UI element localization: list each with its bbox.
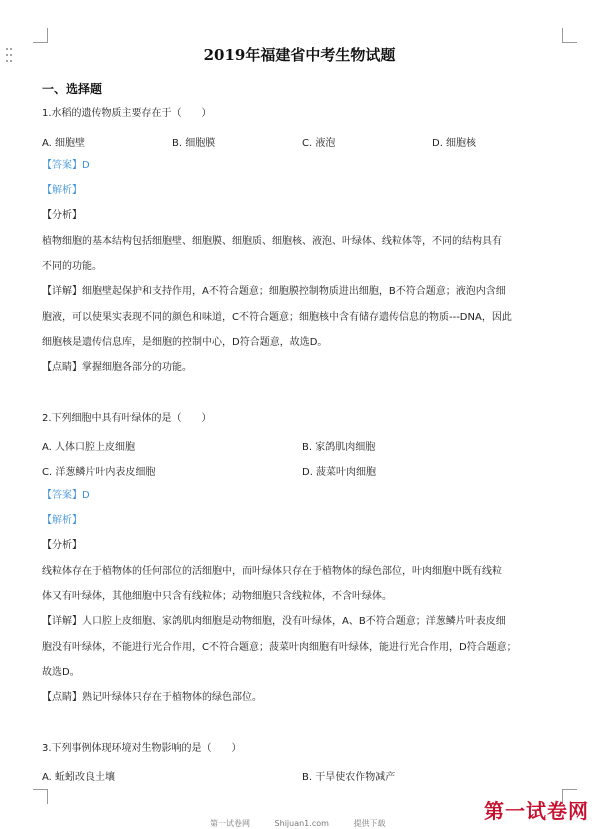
page-corner-mark [562,28,577,43]
q2-detail-line: 【详解】人口腔上皮细胞、家鸽肌肉细胞是动物细胞，没有叶绿体，A、B不符合题意；洋葱鳞片叶表皮细 [42,616,506,627]
q3-option-a: A. 蚯蚓改良土壤 [42,772,116,783]
q1-detail-line: 【详解】细胞壁起保护和支持作用，A不符合题意；细胞膜控制物质进出细胞，B不符合题意；液泡内含细 [42,286,506,297]
q1-jiexi: 【解析】 [42,185,82,196]
q2-analysis-line: 体又有叶绿体，其他细胞中只含有线粒体；动物细胞只含线粒体，不含叶绿体。 [42,591,392,602]
q1-option-c: C. 液泡 [302,138,336,149]
q2-jiexi: 【解析】 [42,515,82,526]
q2-option-d: D. 菠菜叶肉细胞 [302,467,377,478]
q3-option-b: B. 干旱使农作物减产 [302,772,396,783]
q1-fenxi: 【分析】 [42,210,82,221]
q1-option-d: D. 细胞核 [432,138,477,149]
footer-domain[interactable]: Shijuan1.com [274,819,329,828]
page-corner-mark [33,789,48,804]
page-footer [210,818,407,829]
footer-site: 第一试卷网 [210,819,250,828]
footer-download: 提供下载 [353,819,386,828]
q1-answer: 【答案】D [42,160,90,171]
question-1-stem: 1.水稻的遗传物质主要存在于（ ） [42,108,212,119]
q2-answer: 【答案】D [42,490,90,501]
site-logo: 第一试卷网 [484,799,589,823]
question-2-stem: 2.下列细胞中具有叶绿体的是（ ） [42,413,212,424]
section-heading: 一、选择题 [42,82,103,96]
q1-option-a: A. 细胞壁 [42,138,86,149]
q1-analysis-line: 植物细胞的基本结构包括细胞壁、细胞膜、细胞质、细胞核、液泡、叶绿体、线粒体等，不同的结构具有 [42,236,502,247]
q2-comment: 【点睛】熟记叶绿体只存在于植物体的绿色部位。 [42,692,262,703]
q2-analysis-line: 线粒体存在于植物体的任何部位的活细胞中，而叶绿体只存在于植物体的绿色部位，叶肉细胞中既有线粒 [42,566,502,577]
q1-comment: 【点睛】掌握细胞各部分的功能。 [42,362,192,373]
q1-option-b: B. 细胞膜 [172,138,216,149]
q2-detail-line: 故选D。 [42,667,80,678]
page-corner-mark [33,28,48,43]
q2-option-b: B. 家鸽肌肉细胞 [302,442,376,453]
q1-detail-line: 胞液，可以使果实表现不同的颜色和味道，C不符合题意；细胞核中含有储存遗传信息的物质---DNA，因此 [42,312,512,323]
q2-detail-line: 胞没有叶绿体，不能进行光合作用，C不符合题意；菠菜叶肉细胞有叶绿体，能进行光合作用，D符合题意； [42,642,517,653]
q1-detail-line: 细胞核是遗传信息库，是细胞的控制中心，D符合题意，故选D。 [42,337,328,348]
q2-fenxi: 【分析】 [42,540,82,551]
document-title: 2019年福建省中考生物试题 [203,46,396,64]
q2-option-c: C. 洋葱鳞片叶内表皮细胞 [42,467,156,478]
question-3-stem: 3.下列事例体现环境对生物影响的是（ ） [42,743,242,754]
q2-option-a: A. 人体口腔上皮细胞 [42,442,136,453]
q1-analysis-line: 不同的功能。 [42,261,102,272]
